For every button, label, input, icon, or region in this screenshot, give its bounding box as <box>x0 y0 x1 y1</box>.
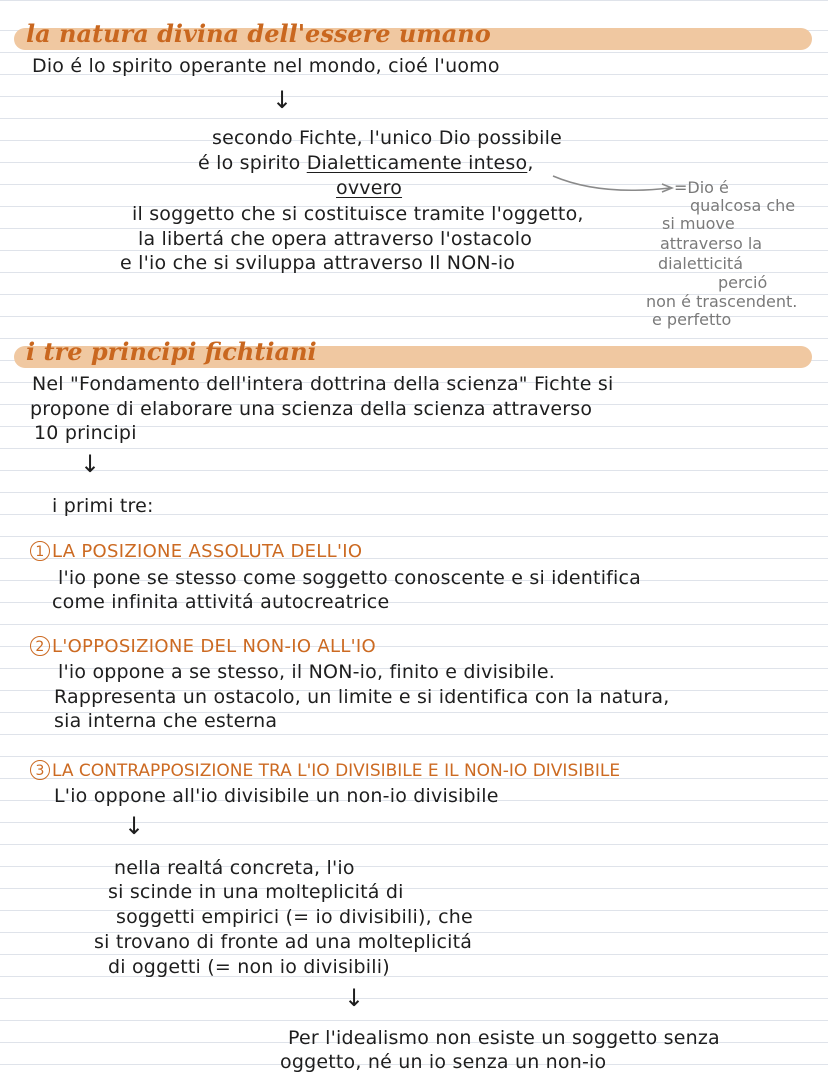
side-note-line-5: dialetticitá <box>658 254 744 273</box>
principle-1-title <box>30 541 362 563</box>
fichte-item-3: e l'io che si sviluppa attraverso Il NON-io <box>120 252 516 274</box>
side-note-line-7: non é trascendent. <box>646 292 798 311</box>
principle-3-line-1: L'io oppone all'io divisibile un non-io divisibile <box>54 785 499 807</box>
principle-2-line-3: sia interna che esterna <box>54 710 278 732</box>
primi-tre-label: i primi tre: <box>52 495 154 517</box>
principle-1-line-1: l'io pone se stesso come soggetto conoscente e si identifica <box>58 567 642 589</box>
principle-1-line-2: come infinita attivitá autocreatrice <box>52 591 390 613</box>
conclusion-line-1: Per l'idealismo non esiste un soggetto senza <box>288 1027 720 1049</box>
reality-line-5: di oggetti (= non io divisibili) <box>108 956 390 978</box>
intro-line-3: 10 principi <box>34 422 137 444</box>
side-note-line-2: qualcosa che <box>690 196 796 215</box>
fichte-item-2: la libertá che opera attraverso l'ostacolo <box>138 228 533 250</box>
down-arrow-icon: ↓ <box>272 86 293 114</box>
down-arrow-icon: ↓ <box>124 812 145 840</box>
side-note-line-3: si muove <box>662 214 735 233</box>
fichte-line-2-pre: é lo spirito <box>198 152 307 174</box>
side-note-line-1: =Dio é <box>674 178 729 197</box>
intro-line-1: Nel "Fondamento dell'intera dottrina della scienza" Fichte si <box>32 373 614 395</box>
principle-3-title <box>30 760 620 782</box>
principle-2-heading: L'OPPOSIZIONE DEL NON-IO ALL'IO <box>52 636 376 657</box>
fichte-line-2-post: , <box>527 152 534 174</box>
reality-line-2: si scinde in una molteplicitá di <box>108 881 404 903</box>
reality-line-1: nella realtá concreta, l'io <box>114 857 355 879</box>
intro-line-2: propone di elaborare una scienza della scienza attraverso <box>30 398 593 420</box>
number-2-icon: 2 <box>30 636 50 656</box>
conclusion-line-2: oggetto, né un io senza un non-io <box>280 1051 607 1073</box>
side-note-line-4: attraverso la <box>660 234 763 253</box>
ovvero-label: ovvero <box>336 177 403 199</box>
side-note-line-8: e perfetto <box>652 310 732 329</box>
fichte-line-1: secondo Fichte, l'unico Dio possibile <box>212 127 562 149</box>
reality-line-3: soggetti empirici (= io divisibili), che <box>116 906 473 928</box>
section-title-tre-principi: i tre principi fichtiani <box>26 337 317 366</box>
principle-3-heading: LA CONTRAPPOSIZIONE TRA L'IO DIVISIBILE E IL NON-IO DIVISIBILE <box>52 761 621 781</box>
section-title-natura-divina: la natura divina dell'essere umano <box>26 19 491 48</box>
principle-2-line-1: l'io oppone a se stesso, il NON-io, finito e divisibile. <box>58 661 555 683</box>
fichte-item-1: il soggetto che si costituisce tramite l'oggetto, <box>132 203 584 225</box>
reality-line-4: si trovano di fronte ad una molteplicitá <box>94 931 473 953</box>
down-arrow-icon: ↓ <box>80 450 101 478</box>
number-1-icon: 1 <box>30 541 50 561</box>
side-note-line-6: perció <box>718 273 768 292</box>
principle-1-heading: LA POSIZIONE ASSOLUTA DELL'IO <box>52 541 363 562</box>
down-arrow-icon: ↓ <box>344 984 365 1012</box>
intro-text: Dio é lo spirito operante nel mondo, cioé l'uomo <box>32 55 500 77</box>
dialettica-underlined: Dialetticamente inteso <box>306 152 528 174</box>
principle-2-title <box>30 636 376 658</box>
principle-2-line-2: Rappresenta un ostacolo, un limite e si identifica con la natura, <box>54 686 670 708</box>
number-3-icon: 3 <box>30 760 50 780</box>
